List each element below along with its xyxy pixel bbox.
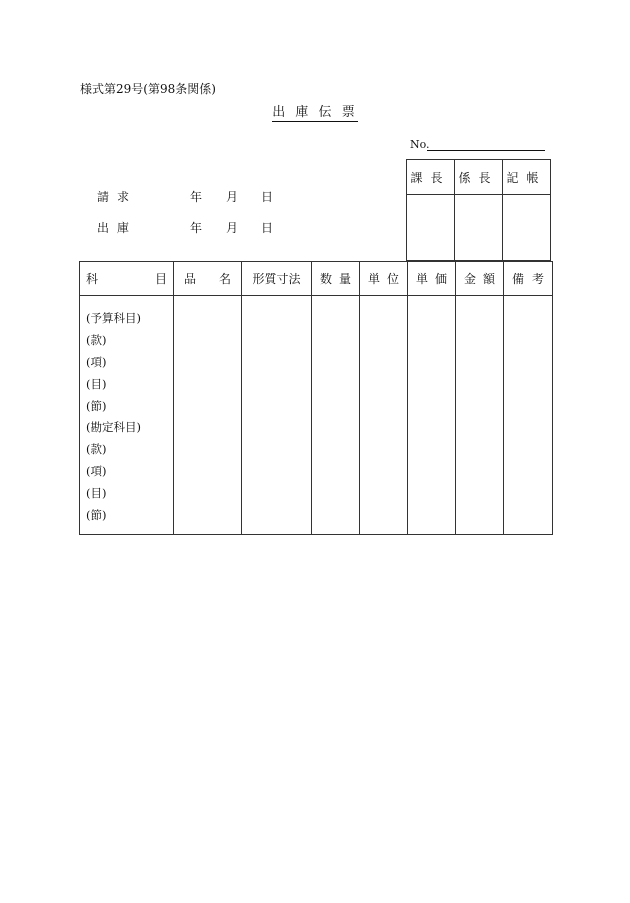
account-line: (項) bbox=[86, 464, 107, 479]
request-month-label: 月 bbox=[226, 190, 239, 204]
account-line: (目) bbox=[86, 376, 107, 391]
request-year-label: 年 bbox=[190, 190, 203, 204]
header-quantity: 数 量 bbox=[312, 262, 360, 296]
header-unit: 単 位 bbox=[360, 262, 408, 296]
header-spec: 形質寸法 bbox=[242, 262, 312, 296]
issue-day-label: 日 bbox=[261, 221, 274, 235]
issue-slip-table bbox=[79, 261, 553, 535]
quantity-cell[interactable] bbox=[312, 296, 360, 535]
spec-cell[interactable] bbox=[242, 296, 312, 535]
account-line: (款) bbox=[86, 442, 107, 457]
amount-cell[interactable] bbox=[456, 296, 504, 535]
issue-label: 出庫 bbox=[97, 221, 138, 235]
header-item-name: 品 名 bbox=[174, 262, 242, 296]
issue-month-label: 月 bbox=[226, 221, 239, 235]
approval-stamp-bookkeeping[interactable] bbox=[503, 195, 551, 261]
page-title bbox=[0, 101, 630, 120]
no-field-line[interactable] bbox=[427, 150, 545, 151]
approval-stamp-section-chief[interactable] bbox=[407, 195, 455, 261]
account-line: (目) bbox=[86, 486, 107, 501]
header-subject: 科 目 bbox=[80, 262, 174, 296]
issue-year-label: 年 bbox=[190, 221, 203, 235]
request-day-label: 日 bbox=[261, 190, 274, 204]
account-line: (款) bbox=[86, 332, 107, 347]
approval-header-bookkeeping: 記帳 bbox=[503, 160, 551, 195]
unit-cell[interactable] bbox=[360, 296, 408, 535]
item-name-cell[interactable] bbox=[174, 296, 242, 535]
header-amount: 金 額 bbox=[456, 262, 504, 296]
account-line: (節) bbox=[86, 508, 107, 523]
header-unit-price: 単 価 bbox=[408, 262, 456, 296]
form-number: 様式第29号(第98条関係) bbox=[80, 82, 216, 96]
approval-header-section-chief: 課長 bbox=[407, 160, 455, 195]
remarks-cell[interactable] bbox=[504, 296, 553, 535]
subject-cell[interactable] bbox=[80, 296, 174, 535]
approval-header-subsection-chief: 係長 bbox=[455, 160, 503, 195]
account-line: (勘定科目) bbox=[86, 420, 141, 435]
request-label: 請求 bbox=[97, 190, 138, 204]
approval-stamp-box bbox=[406, 159, 551, 261]
account-line: (節) bbox=[86, 398, 107, 413]
header-remarks: 備 考 bbox=[504, 262, 553, 296]
unit-price-cell[interactable] bbox=[408, 296, 456, 535]
account-line: (項) bbox=[86, 354, 107, 369]
approval-stamp-subsection-chief[interactable] bbox=[455, 195, 503, 261]
account-line: (予算科目) bbox=[86, 311, 141, 325]
no-label: No. bbox=[410, 138, 430, 151]
title-text: 出 庫 伝 票 bbox=[272, 105, 358, 120]
